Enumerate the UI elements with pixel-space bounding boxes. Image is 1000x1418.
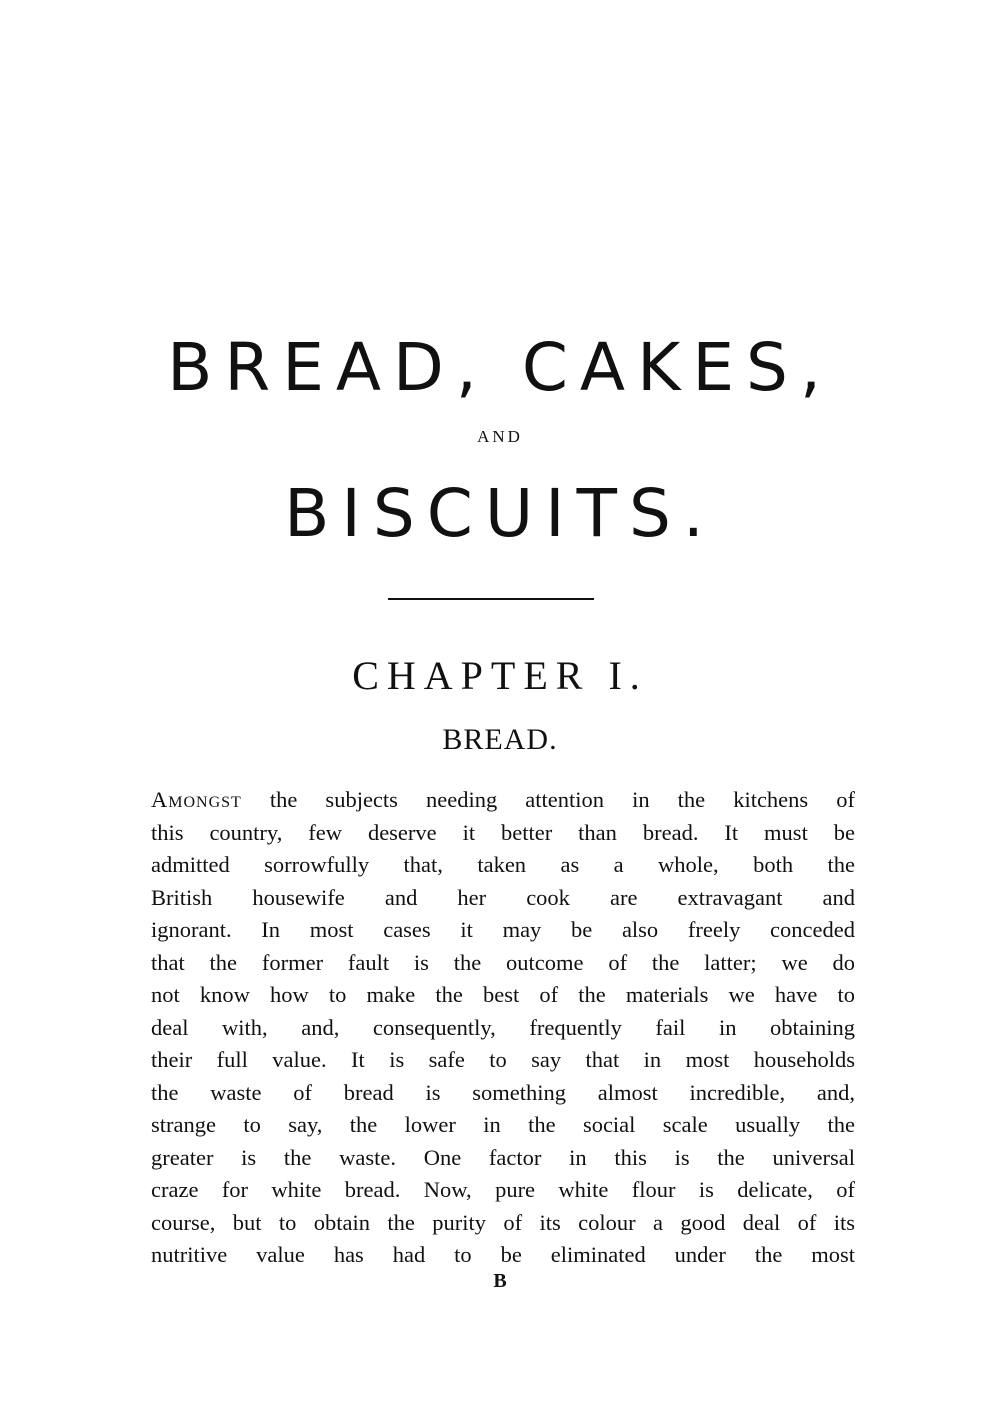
paragraph-line: nutritive value has had to be eliminated under the most [151,1242,855,1267]
paragraph-line: greater is the waste. One factor in this is the universal [151,1144,855,1170]
title-divider-rule [388,598,594,600]
paragraph-line: British housewife and her cook are extravagant and [151,884,855,910]
paragraph-line-text: the subjects needing attention in the kitchens of [241,787,855,812]
paragraph-line [151,784,855,817]
paragraph-line: the waste of bread is something almost incredible, and, [151,1079,855,1105]
paragraph-line: deal with, and, consequently, frequently fail in obtaining [151,1014,855,1040]
paragraph-line: ignorant. In most cases it may be also freely conceded [151,917,855,942]
section-heading: BREAD. [442,723,558,756]
paragraph-line: strange to say, the lower in the social scale usually the [151,1112,855,1137]
paragraph-line: this country, few deserve it better than bread. It must be [151,819,855,845]
chapter-heading: CHAPTER I. [352,653,648,698]
paragraph-line: not know how to make the best of the materials we have to [151,982,855,1007]
paragraph-line: craze for white bread. Now, pure white flour is delicate, of [151,1177,855,1202]
book-title-conjunction: AND [477,427,523,446]
paragraph-line: admitted sorrowfully that, taken as a whole, both the [151,852,855,877]
paragraph-line: their full value. It is safe to say that in most households [151,1047,855,1072]
paragraph-line: that the former fault is the outcome of the latter; we do [151,949,855,975]
opening-word: Amongst [151,787,242,812]
book-title-line-1: BREAD, CAKES, [167,329,833,406]
body-paragraph [151,784,855,1272]
book-title-line-2: BISCUITS. [284,475,716,552]
signature-mark: B [493,1270,507,1292]
paragraph-line: course, but to obtain the purity of its colour a good deal of its [151,1209,855,1235]
